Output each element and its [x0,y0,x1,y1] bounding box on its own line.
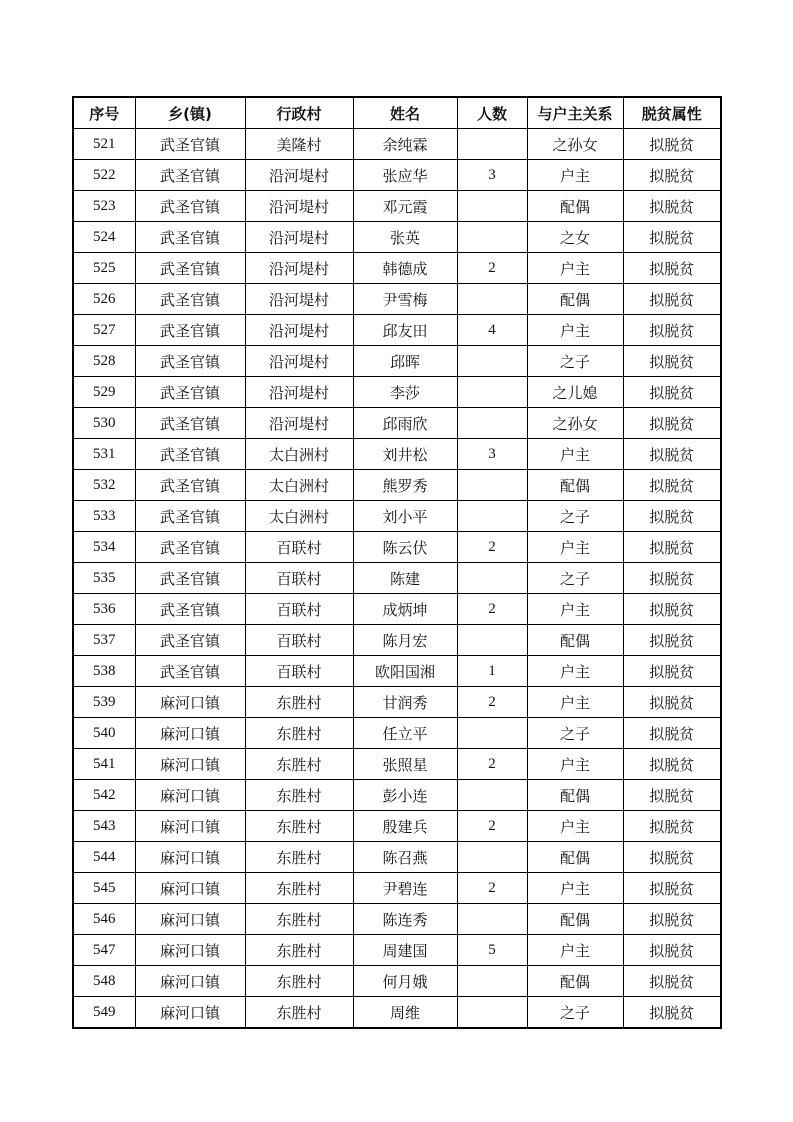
cell-name: 陈建 [353,563,457,594]
cell-village: 东胜村 [245,687,353,718]
cell-relationship: 之子 [527,346,623,377]
cell-relationship: 户主 [527,160,623,191]
cell-household-size: 2 [457,811,527,842]
cell-name: 陈月宏 [353,625,457,656]
table-row [73,842,721,873]
cell-township: 麻河口镇 [135,811,245,842]
cell-relationship: 之子 [527,563,623,594]
cell-village: 东胜村 [245,749,353,780]
cell-household-size: 2 [457,749,527,780]
cell-name: 任立平 [353,718,457,749]
cell-serial-number: 540 [73,718,135,749]
header-serial-number: 序号 [73,97,135,129]
cell-household-size [457,129,527,160]
cell-serial-number: 548 [73,966,135,997]
table-row [73,501,721,532]
cell-household-size [457,470,527,501]
cell-village: 东胜村 [245,780,353,811]
table-row [73,656,721,687]
cell-township: 麻河口镇 [135,687,245,718]
cell-village: 东胜村 [245,811,353,842]
cell-name: 甘润秀 [353,687,457,718]
cell-poverty-status: 拟脱贫 [623,935,721,966]
table-row [73,470,721,501]
cell-relationship: 配偶 [527,470,623,501]
cell-poverty-status: 拟脱贫 [623,904,721,935]
cell-household-size: 3 [457,439,527,470]
cell-relationship: 户主 [527,687,623,718]
cell-name: 张照星 [353,749,457,780]
cell-village: 百联村 [245,625,353,656]
cell-serial-number: 537 [73,625,135,656]
cell-township: 武圣官镇 [135,470,245,501]
cell-serial-number: 533 [73,501,135,532]
cell-village: 沿河堤村 [245,160,353,191]
cell-name: 张英 [353,222,457,253]
cell-township: 武圣官镇 [135,408,245,439]
cell-village: 百联村 [245,656,353,687]
table-row [73,873,721,904]
table-row [73,811,721,842]
cell-township: 武圣官镇 [135,532,245,563]
cell-name: 邱友田 [353,315,457,346]
table-row [73,129,721,160]
cell-village: 沿河堤村 [245,315,353,346]
cell-village: 百联村 [245,532,353,563]
cell-serial-number: 535 [73,563,135,594]
table-row [73,966,721,997]
cell-serial-number: 536 [73,594,135,625]
cell-poverty-status: 拟脱贫 [623,997,721,1029]
cell-household-size: 1 [457,656,527,687]
table-row [73,718,721,749]
table-row [73,346,721,377]
table-row [73,904,721,935]
cell-village: 美隆村 [245,129,353,160]
cell-serial-number: 538 [73,656,135,687]
cell-poverty-status: 拟脱贫 [623,160,721,191]
cell-village: 沿河堤村 [245,253,353,284]
table-row [73,439,721,470]
table-row [73,687,721,718]
cell-township: 麻河口镇 [135,873,245,904]
cell-relationship: 之子 [527,997,623,1029]
cell-household-size [457,501,527,532]
cell-village: 百联村 [245,563,353,594]
cell-name: 成炳坤 [353,594,457,625]
cell-township: 武圣官镇 [135,625,245,656]
cell-name: 邱晖 [353,346,457,377]
cell-township: 武圣官镇 [135,253,245,284]
cell-household-size [457,625,527,656]
cell-name: 周维 [353,997,457,1029]
cell-poverty-status: 拟脱贫 [623,594,721,625]
cell-serial-number: 532 [73,470,135,501]
cell-name: 尹碧连 [353,873,457,904]
table-row [73,160,721,191]
table-row [73,625,721,656]
cell-relationship: 户主 [527,749,623,780]
cell-relationship: 户主 [527,253,623,284]
cell-name: 余纯霖 [353,129,457,160]
cell-village: 东胜村 [245,997,353,1029]
cell-name: 彭小连 [353,780,457,811]
cell-poverty-status: 拟脱贫 [623,749,721,780]
cell-village: 东胜村 [245,718,353,749]
cell-name: 陈云伏 [353,532,457,563]
cell-poverty-status: 拟脱贫 [623,129,721,160]
cell-household-size [457,842,527,873]
header-name: 姓名 [353,97,457,129]
cell-relationship: 户主 [527,439,623,470]
table-body [73,129,721,1029]
cell-poverty-status: 拟脱贫 [623,439,721,470]
table-row [73,749,721,780]
cell-township: 武圣官镇 [135,160,245,191]
cell-serial-number: 534 [73,532,135,563]
cell-name: 邱雨欣 [353,408,457,439]
cell-poverty-status: 拟脱贫 [623,408,721,439]
cell-poverty-status: 拟脱贫 [623,191,721,222]
cell-township: 武圣官镇 [135,439,245,470]
cell-serial-number: 545 [73,873,135,904]
table-row [73,408,721,439]
cell-name: 刘小平 [353,501,457,532]
cell-household-size: 2 [457,253,527,284]
cell-village: 东胜村 [245,904,353,935]
table-row [73,191,721,222]
cell-serial-number: 544 [73,842,135,873]
cell-relationship: 户主 [527,811,623,842]
cell-name: 李莎 [353,377,457,408]
cell-serial-number: 542 [73,780,135,811]
cell-household-size [457,966,527,997]
cell-village: 太白洲村 [245,470,353,501]
cell-village: 东胜村 [245,966,353,997]
cell-household-size [457,904,527,935]
cell-township: 武圣官镇 [135,191,245,222]
cell-township: 武圣官镇 [135,222,245,253]
cell-relationship: 之子 [527,501,623,532]
cell-name: 殷建兵 [353,811,457,842]
header-village: 行政村 [245,97,353,129]
header-poverty-status: 脱贫属性 [623,97,721,129]
cell-township: 武圣官镇 [135,129,245,160]
cell-serial-number: 543 [73,811,135,842]
cell-village: 沿河堤村 [245,377,353,408]
cell-poverty-status: 拟脱贫 [623,532,721,563]
cell-household-size: 2 [457,594,527,625]
cell-township: 麻河口镇 [135,842,245,873]
header-township: 乡(镇) [135,97,245,129]
cell-poverty-status: 拟脱贫 [623,222,721,253]
cell-poverty-status: 拟脱贫 [623,253,721,284]
cell-serial-number: 546 [73,904,135,935]
cell-household-size [457,563,527,594]
table-row [73,222,721,253]
cell-poverty-status: 拟脱贫 [623,315,721,346]
cell-serial-number: 547 [73,935,135,966]
cell-relationship: 户主 [527,315,623,346]
cell-household-size [457,408,527,439]
cell-relationship: 户主 [527,656,623,687]
cell-village: 太白洲村 [245,501,353,532]
cell-relationship: 配偶 [527,842,623,873]
cell-relationship: 之孙女 [527,129,623,160]
cell-township: 武圣官镇 [135,563,245,594]
cell-village: 沿河堤村 [245,346,353,377]
cell-name: 何月娥 [353,966,457,997]
cell-name: 欧阳国湘 [353,656,457,687]
cell-township: 麻河口镇 [135,966,245,997]
cell-relationship: 之孙女 [527,408,623,439]
cell-township: 武圣官镇 [135,501,245,532]
cell-poverty-status: 拟脱贫 [623,563,721,594]
cell-household-size: 2 [457,873,527,904]
cell-name: 熊罗秀 [353,470,457,501]
cell-village: 东胜村 [245,842,353,873]
cell-serial-number: 549 [73,997,135,1029]
cell-poverty-status: 拟脱贫 [623,656,721,687]
cell-poverty-status: 拟脱贫 [623,687,721,718]
cell-poverty-status: 拟脱贫 [623,873,721,904]
cell-serial-number: 525 [73,253,135,284]
cell-village: 东胜村 [245,873,353,904]
cell-township: 武圣官镇 [135,594,245,625]
cell-township: 武圣官镇 [135,346,245,377]
cell-poverty-status: 拟脱贫 [623,625,721,656]
cell-household-size: 3 [457,160,527,191]
cell-household-size [457,780,527,811]
cell-relationship: 配偶 [527,191,623,222]
cell-household-size [457,346,527,377]
cell-township: 武圣官镇 [135,315,245,346]
cell-poverty-status: 拟脱贫 [623,811,721,842]
table-header [73,97,721,129]
table-row [73,315,721,346]
cell-serial-number: 521 [73,129,135,160]
poverty-list-table [72,96,722,1029]
cell-name: 尹雪梅 [353,284,457,315]
cell-township: 麻河口镇 [135,904,245,935]
table-row [73,935,721,966]
cell-name: 陈连秀 [353,904,457,935]
cell-serial-number: 526 [73,284,135,315]
table-row [73,377,721,408]
cell-serial-number: 524 [73,222,135,253]
table-row [73,532,721,563]
cell-household-size: 5 [457,935,527,966]
cell-household-size [457,222,527,253]
cell-relationship: 配偶 [527,780,623,811]
table-row [73,997,721,1029]
cell-household-size [457,191,527,222]
cell-name: 刘井松 [353,439,457,470]
cell-serial-number: 541 [73,749,135,780]
cell-serial-number: 531 [73,439,135,470]
cell-relationship: 户主 [527,594,623,625]
cell-poverty-status: 拟脱贫 [623,842,721,873]
cell-relationship: 配偶 [527,904,623,935]
cell-household-size [457,284,527,315]
cell-village: 沿河堤村 [245,222,353,253]
cell-poverty-status: 拟脱贫 [623,780,721,811]
cell-household-size [457,377,527,408]
cell-household-size: 2 [457,532,527,563]
cell-township: 麻河口镇 [135,718,245,749]
cell-relationship: 户主 [527,532,623,563]
cell-township: 武圣官镇 [135,656,245,687]
header-relationship: 与户主关系 [527,97,623,129]
cell-relationship: 配偶 [527,625,623,656]
header-row [73,97,721,129]
cell-relationship: 之儿媳 [527,377,623,408]
table-row [73,780,721,811]
cell-village: 沿河堤村 [245,408,353,439]
cell-household-size: 2 [457,687,527,718]
cell-township: 麻河口镇 [135,997,245,1029]
cell-village: 太白洲村 [245,439,353,470]
cell-village: 沿河堤村 [245,284,353,315]
header-household-size: 人数 [457,97,527,129]
cell-household-size [457,718,527,749]
cell-relationship: 配偶 [527,284,623,315]
cell-poverty-status: 拟脱贫 [623,377,721,408]
cell-serial-number: 527 [73,315,135,346]
table-row [73,594,721,625]
table-row [73,563,721,594]
cell-village: 东胜村 [245,935,353,966]
cell-poverty-status: 拟脱贫 [623,284,721,315]
cell-poverty-status: 拟脱贫 [623,966,721,997]
cell-relationship: 户主 [527,935,623,966]
cell-household-size [457,997,527,1029]
cell-name: 邓元霞 [353,191,457,222]
cell-name: 张应华 [353,160,457,191]
cell-township: 麻河口镇 [135,780,245,811]
cell-serial-number: 539 [73,687,135,718]
cell-relationship: 配偶 [527,966,623,997]
cell-poverty-status: 拟脱贫 [623,470,721,501]
cell-poverty-status: 拟脱贫 [623,718,721,749]
cell-poverty-status: 拟脱贫 [623,501,721,532]
cell-township: 麻河口镇 [135,935,245,966]
table-row [73,253,721,284]
cell-village: 百联村 [245,594,353,625]
cell-serial-number: 523 [73,191,135,222]
cell-serial-number: 530 [73,408,135,439]
cell-name: 韩德成 [353,253,457,284]
cell-serial-number: 529 [73,377,135,408]
cell-relationship: 之女 [527,222,623,253]
cell-serial-number: 528 [73,346,135,377]
cell-village: 沿河堤村 [245,191,353,222]
cell-township: 麻河口镇 [135,749,245,780]
cell-serial-number: 522 [73,160,135,191]
cell-name: 陈召燕 [353,842,457,873]
cell-township: 武圣官镇 [135,377,245,408]
table-row [73,284,721,315]
cell-household-size: 4 [457,315,527,346]
cell-name: 周建国 [353,935,457,966]
cell-relationship: 之子 [527,718,623,749]
cell-relationship: 户主 [527,873,623,904]
cell-poverty-status: 拟脱贫 [623,346,721,377]
cell-township: 武圣官镇 [135,284,245,315]
